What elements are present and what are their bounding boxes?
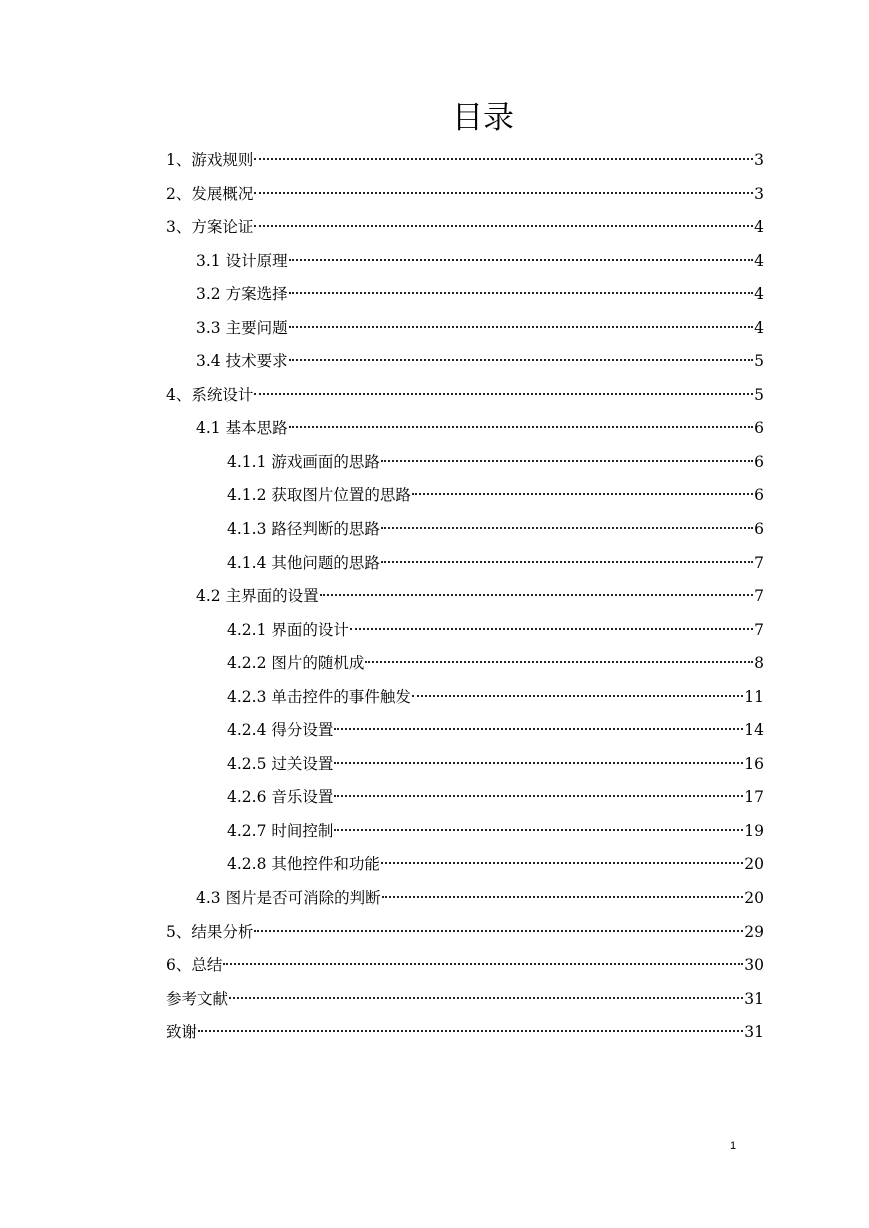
toc-entry[interactable]	[166, 383, 764, 417]
toc-entry-label: 4.2.4 得分设置	[227, 721, 334, 740]
toc-dot-leader	[382, 896, 744, 898]
toc-entry[interactable]	[166, 349, 764, 383]
toc-entry[interactable]	[166, 752, 764, 786]
page-title: 目录	[452, 100, 514, 136]
toc-entry-label: 4.1.3 路径判断的思路	[227, 520, 380, 539]
toc-entry-label: 1、游戏规则	[166, 151, 254, 169]
toc-entry[interactable]	[166, 1020, 764, 1054]
toc-dot-leader	[254, 158, 753, 160]
toc-dot-leader	[229, 997, 743, 999]
toc-entry-label: 4.2.6 音乐设置	[227, 788, 334, 807]
toc-entry[interactable]	[166, 551, 764, 585]
toc-entry-page: 17	[744, 788, 764, 807]
toc-dot-leader	[381, 862, 743, 864]
toc-entry-label: 2、发展概况	[166, 184, 254, 203]
toc-entry[interactable]	[166, 584, 764, 618]
toc-entry-label: 4.3 图片是否可消除的判断	[196, 889, 381, 908]
toc-entry-page: 8	[754, 654, 764, 673]
toc-entry-label: 3.3 主要问题	[196, 318, 288, 337]
toc-entry[interactable]	[166, 618, 764, 652]
toc-entry[interactable]	[166, 651, 764, 685]
toc-dot-leader	[334, 762, 743, 764]
toc-entry[interactable]	[166, 785, 764, 819]
toc-dot-leader	[412, 695, 743, 697]
toc-entry-label: 4.2 主界面的设置	[196, 587, 319, 606]
toc-entry[interactable]	[166, 920, 764, 954]
toc-dot-leader	[289, 359, 754, 361]
toc-entry[interactable]	[166, 819, 764, 853]
toc-dot-leader	[334, 795, 743, 797]
toc-entry-page: 5	[754, 385, 764, 404]
toc-dot-leader	[254, 192, 753, 194]
toc-entry-page: 6	[754, 520, 764, 539]
toc-entry-page: 7	[754, 620, 764, 639]
toc-entry-page: 20	[744, 855, 764, 874]
toc-entry-page: 5	[754, 352, 764, 371]
toc-entry-label: 4、系统设计	[166, 385, 254, 404]
toc-entry-page: 14	[744, 721, 764, 740]
toc-entry-page: 31	[744, 1023, 764, 1042]
toc-entry[interactable]	[166, 852, 764, 886]
toc-entry-label: 3.1 设计原理	[196, 251, 288, 270]
toc-dot-leader	[289, 259, 754, 261]
toc-entry-label: 4.2.5 过关设置	[227, 754, 334, 773]
toc-dot-leader	[223, 963, 743, 965]
page-number: 1	[730, 1140, 737, 1152]
toc-entry-label: 4.2.2 图片的随机成	[227, 654, 365, 673]
toc-entry-label: 参考文献	[166, 989, 229, 1008]
toc-entry[interactable]	[166, 282, 764, 316]
toc-entry-page: 11	[744, 687, 764, 706]
toc-entry-label: 4.1.1 游戏画面的思路	[227, 452, 380, 471]
toc-entry-page: 7	[754, 553, 764, 572]
toc-dot-leader	[198, 1030, 743, 1032]
toc-entry-page: 16	[744, 754, 764, 773]
toc-entry[interactable]	[166, 450, 764, 484]
toc-entry-page: 29	[744, 922, 764, 941]
toc-entry-label: 4.2.1 界面的设计	[227, 620, 349, 639]
toc-entry-label: 6、总结	[166, 956, 223, 975]
toc-dot-leader	[254, 930, 743, 932]
toc-entry-label: 3.2 方案选择	[196, 285, 288, 304]
toc-dot-leader	[320, 594, 754, 596]
toc-entry-page: 31	[744, 989, 764, 1008]
toc-entry-label: 4.1 基本思路	[196, 419, 288, 438]
toc-entry[interactable]	[166, 718, 764, 752]
table-of-contents	[166, 148, 764, 1054]
toc-entry[interactable]	[166, 416, 764, 450]
toc-entry[interactable]	[166, 148, 764, 182]
toc-entry-label: 4.1.2 获取图片位置的思路	[227, 486, 411, 505]
toc-entry[interactable]	[166, 987, 764, 1021]
toc-entry[interactable]	[166, 316, 764, 350]
toc-entry[interactable]	[166, 685, 764, 719]
toc-dot-leader	[381, 561, 753, 563]
toc-dot-leader	[254, 225, 753, 227]
toc-entry-page: 20	[744, 889, 764, 908]
toc-entry[interactable]	[166, 215, 764, 249]
toc-dot-leader	[381, 527, 753, 529]
toc-entry-page: 4	[754, 318, 764, 337]
toc-entry-label: 3.4 技术要求	[196, 352, 288, 371]
toc-entry[interactable]	[166, 182, 764, 216]
toc-dot-leader	[289, 292, 754, 294]
toc-entry[interactable]	[166, 953, 764, 987]
toc-entry-label: 4.2.3 单击控件的事件触发	[227, 687, 411, 706]
toc-dot-leader	[289, 426, 754, 428]
toc-dot-leader	[334, 728, 743, 730]
toc-entry-page: 6	[754, 419, 764, 438]
toc-entry-label: 4.2.8 其他控件和功能	[227, 855, 380, 874]
toc-dot-leader	[254, 393, 753, 395]
toc-entry-label: 5、结果分析	[166, 922, 254, 941]
toc-dot-leader	[381, 460, 753, 462]
toc-entry[interactable]	[166, 886, 764, 920]
toc-entry-page: 3	[754, 151, 764, 169]
toc-entry-page: 19	[744, 821, 764, 840]
toc-entry-label: 3、方案论证	[166, 218, 254, 237]
toc-entry[interactable]	[166, 517, 764, 551]
toc-entry-label: 4.1.4 其他问题的思路	[227, 553, 380, 572]
toc-entry-page: 4	[754, 251, 764, 270]
toc-entry[interactable]	[166, 249, 764, 283]
toc-entry-page: 3	[754, 184, 764, 203]
toc-entry-page: 30	[744, 956, 764, 975]
toc-entry-label: 4.2.7 时间控制	[227, 821, 334, 840]
toc-entry-page: 6	[754, 486, 764, 505]
toc-entry-page: 4	[754, 285, 764, 304]
toc-dot-leader	[350, 628, 753, 630]
toc-entry[interactable]	[166, 483, 764, 517]
toc-dot-leader	[334, 829, 743, 831]
toc-dot-leader	[365, 661, 753, 663]
toc-dot-leader	[412, 493, 753, 495]
toc-dot-leader	[289, 326, 754, 328]
toc-entry-page: 7	[754, 587, 764, 606]
toc-entry-label: 致谢	[166, 1023, 198, 1042]
toc-entry-page: 6	[754, 452, 764, 471]
toc-entry-page: 4	[754, 218, 764, 237]
